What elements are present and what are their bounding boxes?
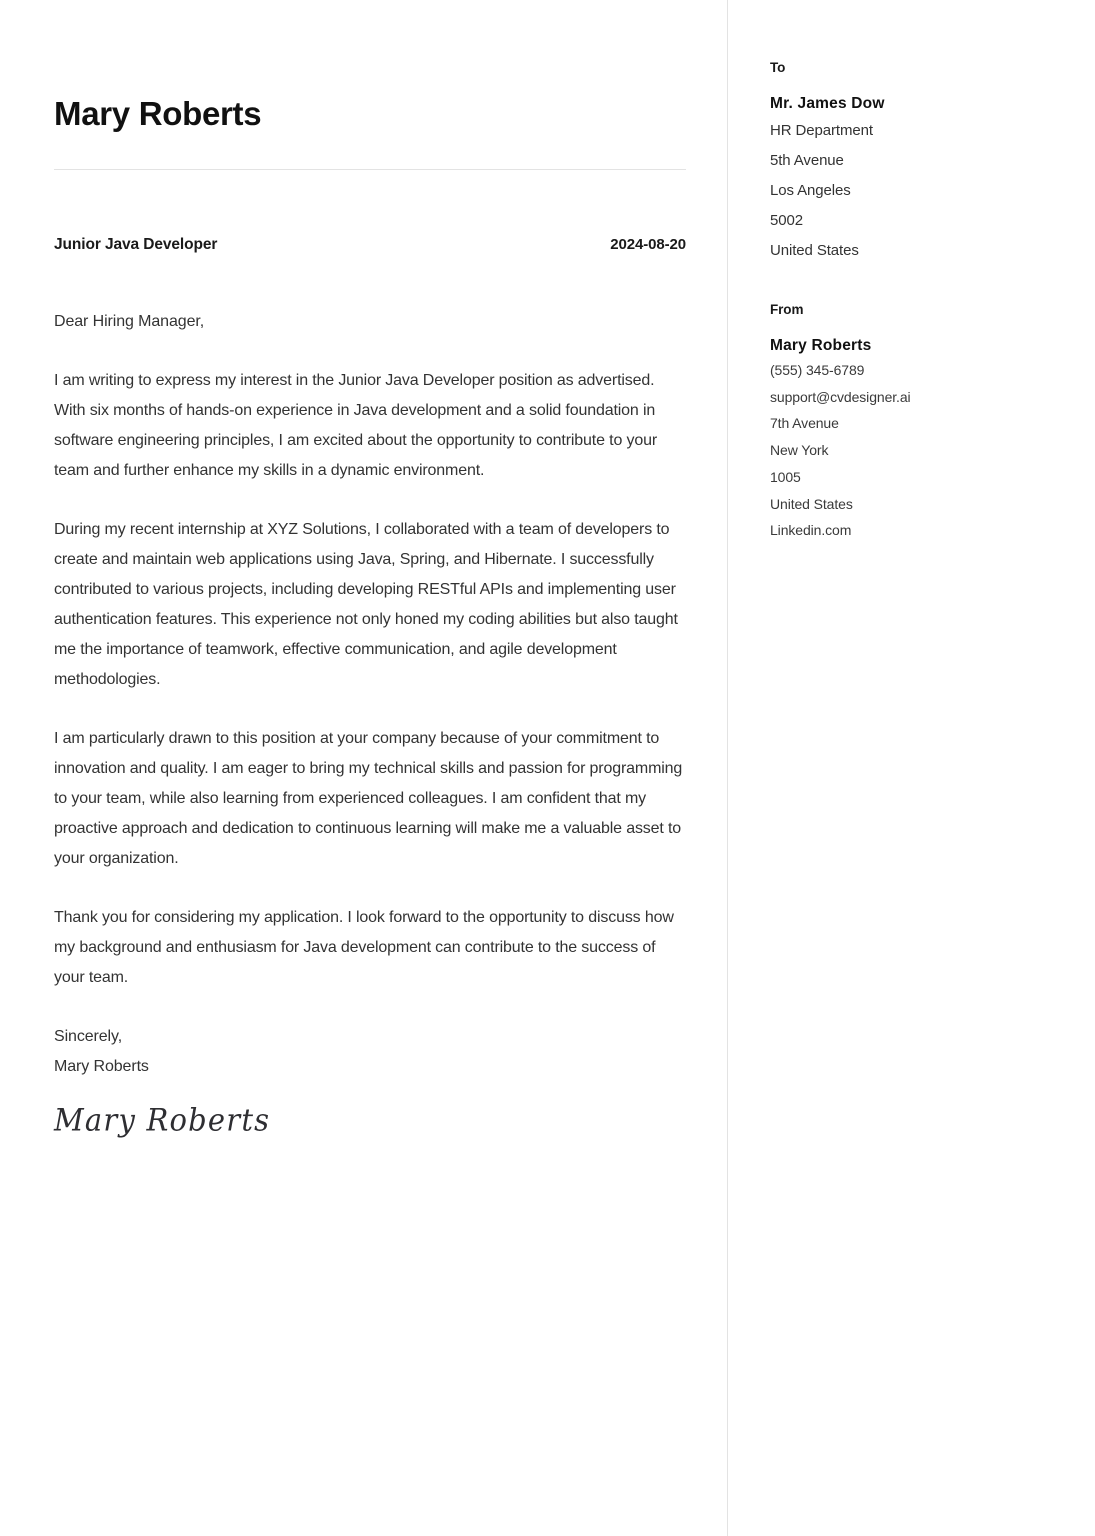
letter-date: 2024-08-20 <box>610 236 686 253</box>
letter-closing <box>54 1022 686 1082</box>
letter-paragraph: I am writing to express my interest in the Junior Java Developer position as advertised. With six months of hands-on experience in Java development and a solid foundation in software engineering principles, I am excited about the opportunity to contribute to your team and further enhance my skills in a dynamic environment. <box>54 372 658 479</box>
sender-address <box>770 357 1070 544</box>
page-title: Mary Roberts <box>54 95 262 132</box>
address-line: 7th Avenue <box>770 415 839 432</box>
email-line: support@cvdesigner.ai <box>770 388 911 405</box>
sender-name: Mary Roberts <box>770 337 872 354</box>
phone-line: (555) 345-6789 <box>770 362 865 378</box>
letter-column <box>54 0 686 1138</box>
address-line: HR Department <box>770 122 873 139</box>
salutation: Dear Hiring Manager, <box>54 313 205 330</box>
column-divider <box>727 0 728 1536</box>
to-label: To <box>770 60 786 75</box>
address-line: United States <box>770 495 853 512</box>
letter-paragraph: During my recent internship at XYZ Solutions, I collaborated with a team of developers to create and maintain web applications using Java, Spring, and Hibernate. I successfully contributed to various projects, including developing RESTful APIs and implementing user authentication features. This experience not only honed my coding abilities but also taught me the importance of teamwork, effective communication, and agile development methodologies. <box>54 521 678 688</box>
address-line: Los Angeles <box>770 182 851 199</box>
letter-paragraph: I am particularly drawn to this position at your company because of your commitment to innovation and quality. I am eager to bring my technical skills and passion for programming to your team, while also learning from experienced colleagues. I am confident that my proactive approach and dedication to continuous learning will make me a valuable asset to your organization. <box>54 730 683 867</box>
letter-meta-row <box>54 236 686 254</box>
address-line: 5th Avenue <box>770 152 844 169</box>
address-sidebar <box>770 0 1070 544</box>
address-line: 1005 <box>770 468 801 485</box>
website-line: Linkedin.com <box>770 522 852 539</box>
signature: Mary Roberts <box>54 1102 271 1139</box>
address-line: 5002 <box>770 212 803 229</box>
letter-paragraph: Thank you for considering my application. I look forward to the opportunity to discuss how my background and enthusiasm for Java development can contribute to the success of your team. <box>54 909 674 986</box>
recipient-name: Mr. James Dow <box>770 95 885 112</box>
address-line: United States <box>770 242 859 259</box>
job-title: Junior Java Developer <box>54 236 218 253</box>
closing-name: Mary Roberts <box>54 1058 149 1075</box>
from-label: From <box>770 302 804 317</box>
header-divider <box>54 169 686 170</box>
closing-phrase: Sincerely, <box>54 1028 123 1045</box>
address-line: New York <box>770 442 829 459</box>
recipient-address <box>770 116 1070 266</box>
